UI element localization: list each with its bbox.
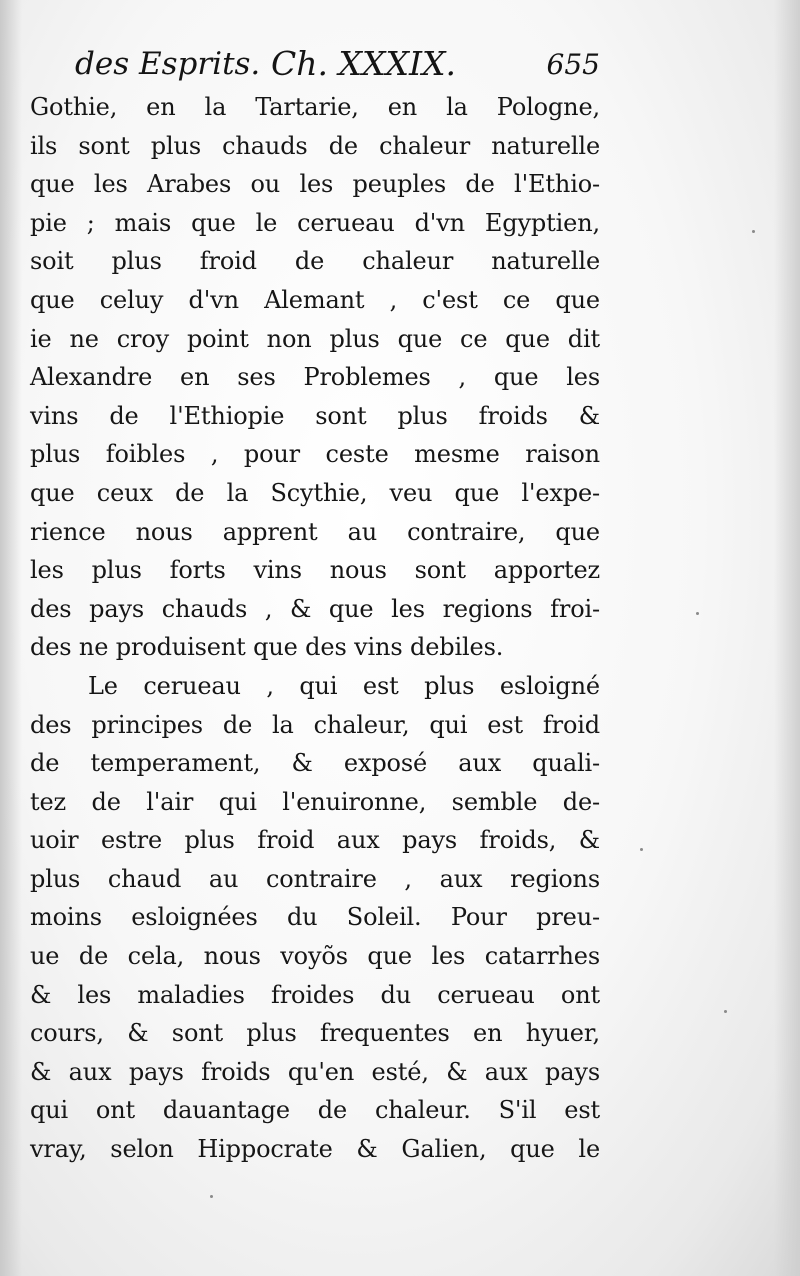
- chapter-label: Ch. XXXIX.: [271, 44, 456, 83]
- text-line: qui ont dauantage de chaleur. S'il est: [30, 1096, 600, 1125]
- text-line: Alexandre en ses Problemes , que les: [30, 363, 600, 392]
- text-line: plus chaud au contraire , aux regions: [30, 864, 600, 893]
- text-line: ue de cela, nous voyõs que les catarrhes: [30, 942, 600, 971]
- text-line: de temperament, & exposé aux quali-: [30, 749, 600, 778]
- text-line: ils sont plus chauds de chaleur naturelle: [30, 131, 600, 160]
- text-line: rience nous apprent au contraire, que: [30, 517, 600, 546]
- text-line: soit plus froid de chaleur naturelle: [30, 247, 600, 276]
- text-line: uoir estre plus froid aux pays froids, &: [30, 826, 600, 855]
- body-text: [30, 88, 600, 1169]
- paper-speck: [752, 230, 755, 233]
- page-edge-shadow-left: [0, 0, 22, 1276]
- text-line: & aux pays froids qu'en esté, & aux pays: [30, 1057, 600, 1086]
- paper-speck: [724, 1010, 727, 1013]
- text-line: moins esloignées du Soleil. Pour preu-: [30, 903, 600, 932]
- text-line: pie ; mais que le cerueau d'vn Egyptien,: [30, 208, 600, 237]
- text-line: plus foibles , pour ceste mesme raison: [30, 440, 600, 469]
- text-line: Gothie, en la Tartarie, en la Pologne,: [30, 93, 600, 121]
- page-edge-shadow-right: [774, 0, 800, 1276]
- page-number: 655: [546, 48, 600, 81]
- text-line: des principes de la chaleur, qui est froid: [30, 710, 600, 739]
- running-title: des Esprits.: [75, 46, 261, 82]
- text-line: que ceux de la Scythie, veu que l'expe-: [30, 478, 600, 507]
- text-line: vins de l'Ethiopie sont plus froids &: [30, 401, 600, 430]
- text-line: que celuy d'vn Alemant , c'est ce que: [30, 285, 600, 314]
- paper-speck: [640, 848, 643, 851]
- text-line: ie ne croy point non plus que ce que dit: [30, 324, 600, 353]
- paper-speck: [696, 612, 699, 615]
- text-line: vray, selon Hippocrate & Galien, que le: [30, 1135, 600, 1164]
- text-line: des ne produisent que des vins debiles.: [30, 633, 504, 662]
- text-line: tez de l'air qui l'enuironne, semble de-: [30, 787, 600, 816]
- text-line: que les Arabes ou les peuples de l'Ethio-: [30, 170, 600, 199]
- text-line: cours, & sont plus frequentes en hyuer,: [30, 1019, 600, 1048]
- text-line: des pays chauds , & que les regions froi-: [30, 594, 600, 623]
- paragraph-start-line: Le cerueau , qui est plus esloigné: [88, 671, 600, 700]
- text-line: & les maladies froides du cerueau ont: [30, 980, 600, 1009]
- paper-speck: [210, 1195, 213, 1198]
- text-line: les plus forts vins nous sont apportez: [30, 556, 600, 585]
